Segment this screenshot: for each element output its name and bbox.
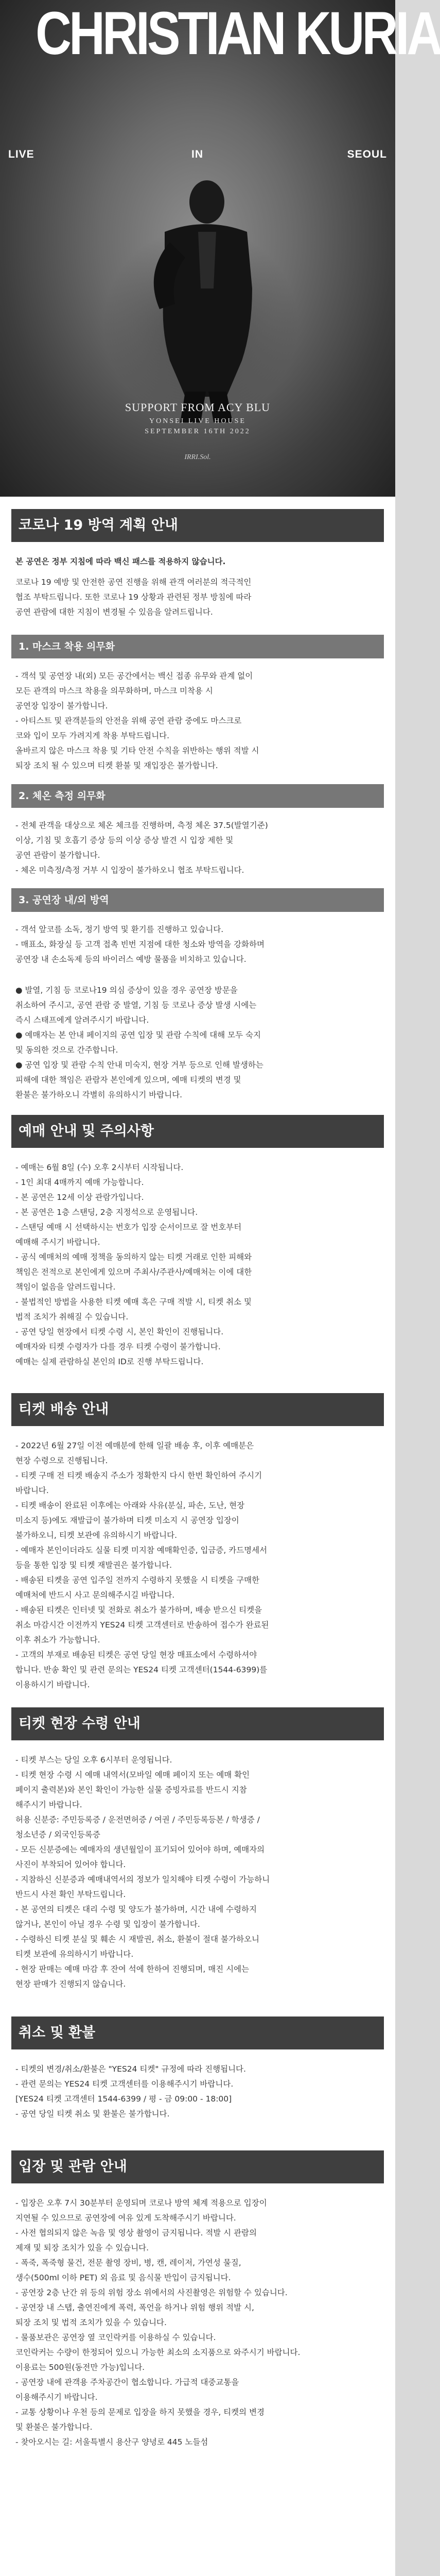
text-line: 올바르지 않은 마스크 착용 및 기타 안전 수칙을 위반하는 행위 적발 시 — [15, 746, 259, 755]
text-line: 현장 수령으로 진행됩니다. — [15, 1456, 108, 1465]
text-line: - 전체 관객을 대상으로 체온 체크를 진행하며, 측정 체온 37.5(발열기준) — [15, 821, 268, 830]
delivery-section-heading: 티켓 배송 안내 — [11, 1393, 384, 1426]
poster-tag-seoul: SEOUL — [347, 148, 387, 160]
text-line: 미소지 등)에도 재발급이 불가하며 티켓 미소지 시 공연장 입장이 — [15, 1516, 239, 1525]
text-line: 합니다. 반송 확인 및 관련 문의는 YES24 티켓 고객센터(1544-6399)를 — [15, 1665, 268, 1674]
covid-notes — [15, 983, 381, 1103]
text-line: - 모든 신분증에는 예매자의 생년월일이 표기되어 있어야 하며, 예매자의 — [15, 1845, 265, 1854]
text-line: - 공연장 내 스탭, 출연진에게 폭력, 폭언을 하거나 위험 행위 적발 시, — [15, 2303, 254, 2312]
booking-section-heading: 예매 안내 및 주의사항 — [11, 1115, 384, 1148]
text-line: 퇴장 조치 및 법적 조치가 있을 수 있습니다. — [15, 2318, 167, 2327]
text-line: 허용 신분증: 주민등록증 / 운전면허증 / 여권 / 주민등록등본 / 학생증 / — [15, 1815, 260, 1824]
event-info-body — [0, 497, 395, 2576]
text-line: - 지참하신 신분증과 예매내역서의 정보가 일치해야 티켓 수령이 가능하니 — [15, 1875, 270, 1884]
text-line: - 공연 당일 현장에서 티켓 수령 시, 본인 확인이 진행됩니다. — [15, 1327, 224, 1336]
booking-text — [15, 1160, 381, 1369]
text-line: 이용료는 500원(동전만 가능)입니다. — [15, 2363, 145, 2372]
entry-text — [15, 2196, 381, 2450]
text-line: 취소 마감시간 이전까지 YES24 티켓 고객센터로 반송하여 접수가 완료된 — [15, 1620, 269, 1630]
text-line: 및 동의한 것으로 간주합니다. — [15, 1045, 118, 1055]
text-line: 이상, 기침 및 호흡기 증상 등의 이상 증상 발견 시 입장 제한 및 — [15, 836, 234, 845]
text-line: - 티켓 배송이 완료된 이후에는 아래와 사유(분실, 파손, 도난, 현장 — [15, 1501, 245, 1510]
text-line: 예매는 실제 관람하실 본인의 ID로 진행 부탁드립니다. — [15, 1357, 204, 1366]
text-line: - 본 공연은 12세 이상 관람가입니다. — [15, 1193, 144, 1202]
text-line: 현장 판매가 진행되지 않습니다. — [15, 1979, 126, 1989]
text-line: 이후 취소가 가능합니다. — [15, 1635, 100, 1645]
delivery-text — [15, 1438, 381, 1692]
text-line: 협조 부탁드립니다. 또한 코로나 19 상황과 관련된 정부 방침에 따라 — [15, 592, 252, 602]
text-line: - 입장은 오후 7시 30분부터 운영되며 코로나 방역 체계 적용으로 입장이 — [15, 2198, 267, 2208]
text-line: ● 발열, 기침 등 코로나19 의심 증상이 있을 경우 공연장 방문을 — [15, 986, 238, 995]
text-line: - 객석 및 공연장 내(외) 모든 공간에서는 백신 접종 유무와 관계 없이 — [15, 671, 253, 681]
poster-tag-live: LIVE — [8, 148, 34, 160]
text-line: 바랍니다. — [15, 1486, 49, 1495]
text-line: - 매표소, 화장실 등 고객 접촉 빈번 지점에 대한 청소와 방역을 강화하며 — [15, 940, 265, 949]
text-line: 청소년증 / 외국인등록증 — [15, 1830, 100, 1839]
text-line: - 1인 최대 4매까지 예매 가능합니다. — [15, 1178, 144, 1187]
text-line: 법적 조치가 취해질 수 있습니다. — [15, 1312, 129, 1321]
text-line: 예매처에 반드시 사고 문의해주시길 바랍니다. — [15, 1590, 175, 1600]
text-line: 코와 입이 모두 가려지게 착용 부탁드립니다. — [15, 731, 170, 740]
text-line: - 본 공연은 1층 스탠딩, 2층 지정석으로 운영됩니다. — [15, 1208, 198, 1217]
text-line: 모든 관객의 마스크 착용을 의무화하며, 마스크 미착용 시 — [15, 686, 213, 696]
text-line: - 스탠딩 예매 시 선택하시는 번호가 입장 순서이므로 잘 번호부터 — [15, 1223, 242, 1232]
refund-section-heading: 취소 및 환불 — [11, 2016, 384, 2049]
text-line: 이용해주시기 바랍니다. — [15, 2393, 98, 2402]
text-line: - 예매는 6월 8일 (수) 오후 2시부터 시작됩니다. — [15, 1163, 184, 1172]
text-line: - 객석 앞코를 소독, 정기 방역 및 환기를 진행하고 있습니다. — [15, 925, 224, 934]
text-line: 공연장 입장이 불가합니다. — [15, 701, 108, 710]
pickup-section-heading: 티켓 현장 수령 안내 — [11, 1707, 384, 1740]
text-line: 생수(500ml 이하 PET) 외 음료 및 음식물 반입이 금지됩니다. — [15, 2273, 231, 2282]
text-line: - 배송된 티켓을 공연 입주일 전까지 수령하지 못했을 시 티켓을 구매한 — [15, 1575, 260, 1585]
text-line: 피해에 대한 책임은 관람자 본인에게 있으며, 예매 티켓의 변경 및 — [15, 1075, 241, 1084]
text-line: 제재 및 퇴장 조치가 있을 수 있습니다. — [15, 2243, 149, 2252]
text-line: - 체온 미측정/측정 거부 시 입장이 불가하오니 협조 부탁드립니다. — [15, 866, 244, 875]
disinfection-text — [15, 922, 381, 967]
text-line: - 티켓 부스는 당일 오후 6시부터 운영됩니다. — [15, 1755, 172, 1765]
poster-presenter-logo: IRRI.Sol. — [184, 453, 211, 461]
text-line: 페이지 출력본)와 본인 확인이 가능한 실물 증빙자료를 반드시 지참 — [15, 1785, 247, 1794]
text-line: - 2022년 6월 27일 이전 예매분에 한해 일괄 배송 후, 이후 예매분은 — [15, 1441, 254, 1450]
text-line: - 물품보관은 공연장 옆 코인락커를 이용하실 수 있습니다. — [15, 2333, 216, 2342]
text-line: 티켓 보관에 유의하시기 바랍니다. — [15, 1950, 134, 1959]
text-line: 책임이 없음을 알려드립니다. — [15, 1282, 116, 1292]
text-line: 예매해 주시기 바랍니다. — [15, 1238, 100, 1247]
text-line: - 예매자 본인이더라도 실물 티켓 미지참 예매확인증, 입금증, 카드명세서 — [15, 1546, 268, 1555]
text-line: - 공연장 2층 난간 위 등의 위험 장소 위에서의 사진촬영은 위험할 수 있습니다. — [15, 2288, 288, 2297]
artist-photo — [98, 155, 298, 422]
text-line: - 공식 예매처의 예매 정책을 동의하지 않는 티켓 거래로 인한 피해와 — [15, 1252, 252, 1262]
text-line: ● 공연 입장 및 관람 수칙 안내 미숙지, 현장 거부 등으로 인해 발생하는 — [15, 1060, 263, 1070]
text-line: ● 예매자는 본 안내 페이지의 공연 입장 및 관람 수칙에 대해 모두 숙지 — [15, 1030, 261, 1040]
mask-rule-heading: 1. 마스크 착용 의무화 — [11, 635, 384, 658]
text-line: 반드시 사전 확인 부탁드립니다. — [15, 1890, 126, 1899]
text-line: 공연장 내 손소독제 등의 바이러스 예방 물품을 비치하고 있습니다. — [15, 955, 247, 964]
text-line: 불가하오니, 티켓 보관에 유의하시기 바랍니다. — [15, 1531, 178, 1540]
text-line: 환불은 불가하오니 각별히 유의하시기 바랍니다. — [15, 1090, 183, 1099]
poster-title: CHRISTIAN KURIA — [36, 0, 440, 67]
covid-intro — [15, 575, 381, 620]
text-line: - 찾아오시는 길: 서울특별시 용산구 양녕로 445 노들섬 — [15, 2437, 208, 2447]
event-poster — [0, 0, 440, 497]
text-line: 사진이 부착되어 있어야 합니다. — [15, 1860, 126, 1869]
temperature-rule-text — [15, 818, 381, 878]
refund-text — [15, 2062, 381, 2122]
text-line: - 공연장 내에 관객용 주차공간이 협소합니다. 가급적 대중교통을 — [15, 2378, 239, 2387]
entry-section-heading: 입장 및 관람 안내 — [11, 2150, 384, 2183]
text-line: 등을 통한 입장 및 티켓 재발권은 불가합니다. — [15, 1561, 172, 1570]
text-line: - 본 공연의 티켓은 대리 수령 및 양도가 불가하며, 시간 내에 수령하지 — [15, 1905, 257, 1914]
text-line: - 고객의 부재로 배송된 티켓은 공연 당일 현장 매표소에서 수령하셔야 — [15, 1650, 257, 1659]
text-line: - 교통 상황이나 우천 등의 문제로 입장을 하지 못했을 경우, 티켓의 변경 — [15, 2408, 265, 2417]
text-line: - 공연 당일 티켓 취소 및 환불은 불가합니다. — [15, 2109, 170, 2119]
text-line: - 아티스트 및 관객분들의 안전을 위해 공연 관람 중에도 마스크로 — [15, 716, 242, 725]
text-line: 및 환불은 불가합니다. — [15, 2422, 93, 2432]
text-line: - 배송된 티켓은 인터넷 및 전화로 취소가 불가하며, 배송 받으신 티켓을 — [15, 1605, 262, 1615]
text-line: 즉시 스태프에게 알려주시기 바랍니다. — [15, 1015, 149, 1025]
text-line: 책임은 전적으로 본인에게 있으며 주최사/주관사/예매처는 이에 대한 — [15, 1267, 252, 1277]
poster-tag-in: IN — [191, 148, 203, 160]
text-line: 않거나, 본인이 아닐 경우 수령 및 입장이 불가합니다. — [15, 1920, 200, 1929]
text-line: 공연 관람이 불가합니다. — [15, 851, 100, 860]
temperature-rule-heading: 2. 체온 측정 의무화 — [11, 784, 384, 808]
text-line: - 수령하신 티켓 분실 및 훼손 시 재발권, 취소, 환불이 절대 불가하오니 — [15, 1935, 259, 1944]
text-line: 코로나 19 예방 및 안전한 공연 진행을 위해 관객 여러분의 적극적인 — [15, 578, 252, 587]
text-line: [YES24 티켓 고객센터 1544-6399 / 평 - 금 09:00 - 18:00] — [15, 2094, 232, 2104]
text-line: - 티켓의 변경/취소/환불은 "YES24 티켓" 규정에 따라 진행됩니다. — [15, 2064, 246, 2074]
text-line: 코인락커는 수량이 한정되어 있으니 가능한 최소의 소지품으로 와주시기 바랍니다. — [15, 2348, 301, 2357]
disinfection-heading: 3. 공연장 내/외 방역 — [11, 888, 384, 912]
text-line: - 폭죽, 폭죽형 물건, 전문 촬영 장비, 병, 캔, 레이저, 가연성 물질, — [15, 2258, 241, 2267]
mask-rule-text — [15, 669, 381, 773]
text-line: - 현장 판매는 예매 마감 후 잔여 석에 한하여 진행되며, 매진 시에는 — [15, 1964, 250, 1974]
text-line: 지연될 수 있으므로 공연장에 여유 있게 도착해주시기 바랍니다. — [15, 2213, 236, 2223]
text-line: 퇴장 조치 될 수 있으며 티켓 환불 및 재입장은 불가합니다. — [15, 761, 218, 770]
text-line: - 불법적인 방법을 사용한 티켓 예매 혹은 구매 적발 시, 티켓 취소 및 — [15, 1297, 252, 1307]
poster-date-line: SEPTEMBER 16TH 2022 — [145, 428, 251, 435]
covid-section-heading: 코로나 19 방역 계획 안내 — [11, 509, 384, 542]
text-line: - 티켓 구매 전 티켓 배송지 주소가 정확한지 다시 한번 확인하여 주시기 — [15, 1471, 262, 1480]
text-line: 해주시기 바랍니다. — [15, 1800, 82, 1809]
poster-venue-line: YONSEI LIVE HOUSE — [149, 417, 246, 425]
covid-intro-lead: 본 공연은 정부 지침에 따라 백신 패스를 적용하지 않습니다. — [15, 557, 226, 566]
text-line: 이용하시기 바랍니다. — [15, 1680, 90, 1689]
text-line: - 티켓 현장 수령 시 예매 내역서(모바일 예매 페이지 또는 예매 확인 — [15, 1770, 250, 1780]
text-line: - 관련 문의는 YES24 티켓 고객센터를 이용해주시기 바랍니다. — [15, 2079, 234, 2089]
text-line: - 사전 협의되지 않은 녹음 및 영상 촬영이 금지됩니다. 적발 시 관람의 — [15, 2228, 257, 2238]
pickup-text — [15, 1753, 381, 1992]
text-line: 예매자와 티켓 수령자가 다를 경우 티켓 수령이 불가합니다. — [15, 1342, 221, 1351]
poster-support-line: SUPPORT FROM ACY BLU — [125, 401, 271, 414]
text-line: 공연 관람에 대한 지침이 변경될 수 있음을 알려드립니다. — [15, 607, 213, 617]
text-line: 취소하여 주시고, 공연 관람 중 발열, 기침 등 코로나 증상 발생 시에는 — [15, 1001, 257, 1010]
